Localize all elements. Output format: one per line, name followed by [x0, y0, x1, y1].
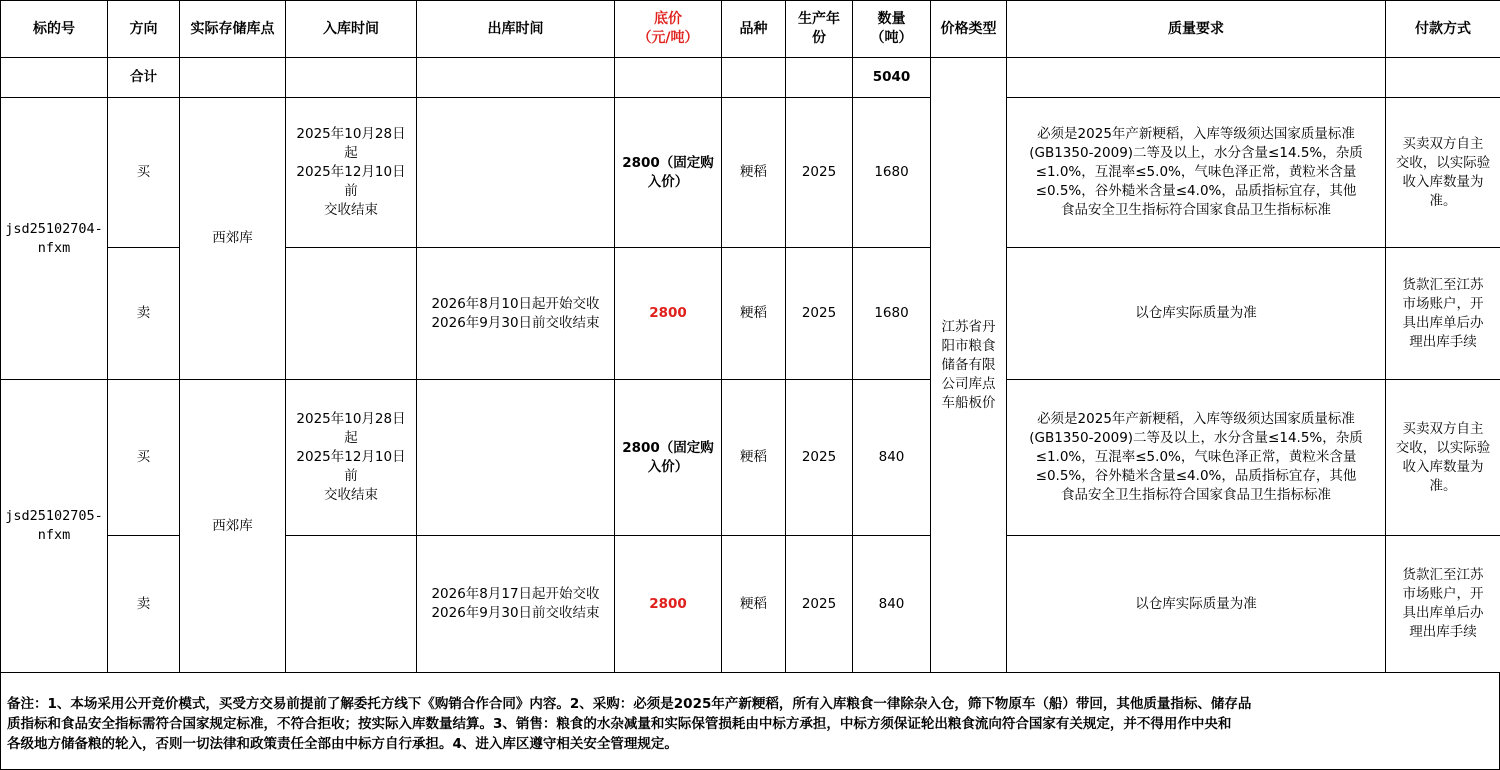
- out-time-cell: [417, 98, 615, 248]
- payment-line: 准。: [1429, 477, 1457, 494]
- price-line: 入价）: [647, 173, 689, 190]
- price-cell: [615, 98, 722, 248]
- payment-cell: [1386, 98, 1500, 248]
- header-out-time: 出库时间: [417, 1, 615, 58]
- header-year-line2: 份: [812, 30, 826, 46]
- payment-line: 货款汇至江苏: [1402, 567, 1484, 583]
- in-time-line: 2025年10月28日起: [296, 126, 406, 161]
- year-cell: 2025: [786, 536, 853, 673]
- payment-line: 理出库手续: [1409, 333, 1477, 350]
- direction-cell: 买: [108, 98, 180, 248]
- in-time-line: 交收结束: [324, 487, 378, 503]
- header-base-price-line2: （元/吨）: [637, 30, 699, 46]
- lot-number-line: nfxm: [37, 527, 71, 543]
- year-cell: 2025: [786, 98, 853, 248]
- variety-cell: 粳稻: [722, 536, 786, 673]
- lot-number: [1, 98, 108, 380]
- quality-line: ≤1.0%，互混率≤5.0%，气味色泽正常，黄粒米含量: [1035, 164, 1357, 180]
- payment-line: 交收，以实际验: [1395, 154, 1491, 171]
- variety-cell: 粳稻: [722, 98, 786, 248]
- out-time-cell: [417, 536, 615, 673]
- payment-line: 准。: [1429, 192, 1457, 209]
- payment-cell: [1386, 380, 1500, 536]
- in-time-line: 交收结束: [324, 202, 378, 218]
- out-time-cell: [417, 248, 615, 380]
- price-line: 2800（固定购: [622, 439, 714, 456]
- price-line: 2800（固定购: [622, 154, 714, 171]
- quality-line: 必须是2025年产新粳稻，入库等级须达国家质量标准: [1037, 126, 1355, 142]
- total-label: 合计: [108, 58, 180, 98]
- quantity-cell: 1680: [853, 98, 931, 248]
- header-base-price: [615, 1, 722, 58]
- header-storage: 实际存储库点: [180, 1, 286, 58]
- remarks: [0, 672, 1500, 770]
- out-time-line: 2026年8月10日起开始交收: [431, 295, 600, 312]
- payment-line: 交收，以实际验: [1395, 439, 1491, 456]
- total-empty-cell: [615, 58, 722, 98]
- price-type-line: 江苏省丹: [941, 318, 996, 335]
- direction-cell: 买: [108, 380, 180, 536]
- payment-cell: [1386, 536, 1500, 673]
- header-lot-no: 标的号: [1, 1, 108, 58]
- total-empty-cell: [417, 58, 615, 98]
- quality-line: ≤0.5%，谷外糙米含量≤4.0%，品质指标宜存，其他: [1035, 183, 1357, 199]
- header-quantity-line1: 数量: [877, 11, 906, 27]
- price-type-line: 储备有限: [941, 356, 996, 373]
- out-time-line: 2026年9月30日前交收结束: [431, 605, 600, 621]
- payment-cell: [1386, 248, 1500, 380]
- header-quantity: [853, 1, 931, 58]
- lot-number-line: nfxm: [37, 239, 71, 256]
- header-variety: 品种: [722, 1, 786, 58]
- total-quantity: 5040: [853, 58, 931, 98]
- in-time-line: 2025年10月28日起: [296, 411, 406, 446]
- total-empty-cell: [180, 58, 286, 98]
- total-empty-cell: [1, 58, 108, 98]
- in-time-cell: [286, 536, 417, 673]
- payment-line: 买卖双方自主: [1402, 135, 1484, 152]
- direction-cell: 卖: [108, 536, 180, 673]
- quality-line: 食品安全卫生指标符合国家食品卫生指标标准: [1061, 202, 1331, 218]
- total-row: [1, 58, 1500, 98]
- payment-line: 具出库单后办: [1402, 605, 1484, 621]
- quality-cell: 以仓库实际质量为准: [1007, 248, 1386, 380]
- direction-cell: 卖: [108, 248, 180, 380]
- variety-cell: 粳稻: [722, 248, 786, 380]
- price-cell: [615, 380, 722, 536]
- year-cell: 2025: [786, 380, 853, 536]
- price-type-line: 车船板价: [941, 394, 996, 411]
- table-row: [1, 98, 1500, 248]
- payment-line: 理出库手续: [1409, 624, 1477, 640]
- quality-line: (GB1350-2009)二等及以上，水分含量≤14.5%，杂质: [1029, 145, 1363, 161]
- quantity-cell: 840: [853, 380, 931, 536]
- payment-line: 市场账户，开: [1402, 295, 1484, 312]
- total-empty-cell: [1007, 58, 1386, 98]
- quality-line: 食品安全卫生指标符合国家食品卫生指标标准: [1061, 487, 1331, 503]
- storage-cell: 西郊库: [180, 380, 286, 673]
- in-time-line: 2025年12月10日前: [296, 449, 406, 484]
- payment-line: 收入库数量为: [1402, 458, 1484, 475]
- price-type-line: 公司库点: [941, 375, 996, 392]
- payment-line: 收入库数量为: [1402, 173, 1484, 190]
- price-type-cell: [931, 58, 1007, 673]
- in-time-cell: [286, 380, 417, 536]
- quality-cell: [1007, 380, 1386, 536]
- header-price-type: 价格类型: [931, 1, 1007, 58]
- header-in-time: 入库时间: [286, 1, 417, 58]
- price-cell: 2800: [615, 536, 722, 673]
- header-year-line1: 生产年: [798, 11, 840, 27]
- price-type-line: 阳市粮食: [941, 337, 996, 354]
- payment-line: 货款汇至江苏: [1402, 276, 1484, 293]
- header-year: [786, 1, 853, 58]
- header-base-price-line1: 底价: [654, 11, 682, 27]
- in-time-line: 2025年12月10日前: [296, 164, 406, 199]
- quantity-cell: 1680: [853, 248, 931, 380]
- total-empty-cell: [286, 58, 417, 98]
- variety-cell: 粳稻: [722, 380, 786, 536]
- lot-number-line: jsd25102705-: [5, 508, 103, 524]
- table-row: [1, 380, 1500, 536]
- price-line: 入价）: [647, 458, 689, 475]
- out-time-line: 2026年8月17日起开始交收: [431, 586, 600, 602]
- payment-line: 买卖双方自主: [1402, 420, 1484, 437]
- quantity-cell: 840: [853, 536, 931, 673]
- quality-cell: [1007, 98, 1386, 248]
- lot-number-line: jsd25102704-: [5, 220, 103, 237]
- payment-line: 市场账户，开: [1402, 586, 1484, 602]
- total-empty-cell: [786, 58, 853, 98]
- header-row: [1, 1, 1500, 58]
- in-time-cell: [286, 98, 417, 248]
- out-time-line: 2026年9月30日前交收结束: [431, 314, 600, 331]
- in-time-cell: [286, 248, 417, 380]
- quality-cell: 以仓库实际质量为准: [1007, 536, 1386, 673]
- remarks-line: 质指标和食品安全指标需符合国家规定标准，不符合拒收；按实际入库数量结算。3、销售：粮食的水杂减量和实际保管损耗由中标方承担，中标方须保证轮出粮食流向符合国家有关规定，并不得用作中央和: [7, 716, 1232, 732]
- total-empty-cell: [722, 58, 786, 98]
- header-direction: 方向: [108, 1, 180, 58]
- quality-line: 必须是2025年产新粳稻，入库等级须达国家质量标准: [1037, 411, 1355, 427]
- out-time-cell: [417, 380, 615, 536]
- lot-number: [1, 380, 108, 673]
- payment-line: 具出库单后办: [1402, 314, 1484, 331]
- total-empty-cell: [1386, 58, 1500, 98]
- header-quantity-line2: （吨）: [870, 30, 913, 46]
- quality-line: ≤1.0%，互混率≤5.0%，气味色泽正常，黄粒米含量: [1035, 449, 1357, 465]
- year-cell: 2025: [786, 248, 853, 380]
- storage-cell: 西郊库: [180, 98, 286, 380]
- remarks-line: 各级地方储备粮的轮入，否则一切法律和政策责任全部由中标方自行承担。4、进入库区遵守相关安全管理规定。: [7, 736, 678, 752]
- header-quality: 质量要求: [1007, 1, 1386, 58]
- quality-line: ≤0.5%，谷外糙米含量≤4.0%，品质指标宜存，其他: [1035, 468, 1357, 484]
- price-cell: 2800: [615, 248, 722, 380]
- remarks-line: 备注：1、本场采用公开竞价模式，买受方交易前提前了解委托方线下《购销合作合同》内容。2、采购：必须是2025年产新粳稻，所有入库粮食一律除杂入仓，筛下物原车（船）带回，其他质量指标、储存品: [7, 696, 1252, 712]
- header-payment: 付款方式: [1386, 1, 1500, 58]
- quality-line: (GB1350-2009)二等及以上，水分含量≤14.5%，杂质: [1029, 430, 1363, 446]
